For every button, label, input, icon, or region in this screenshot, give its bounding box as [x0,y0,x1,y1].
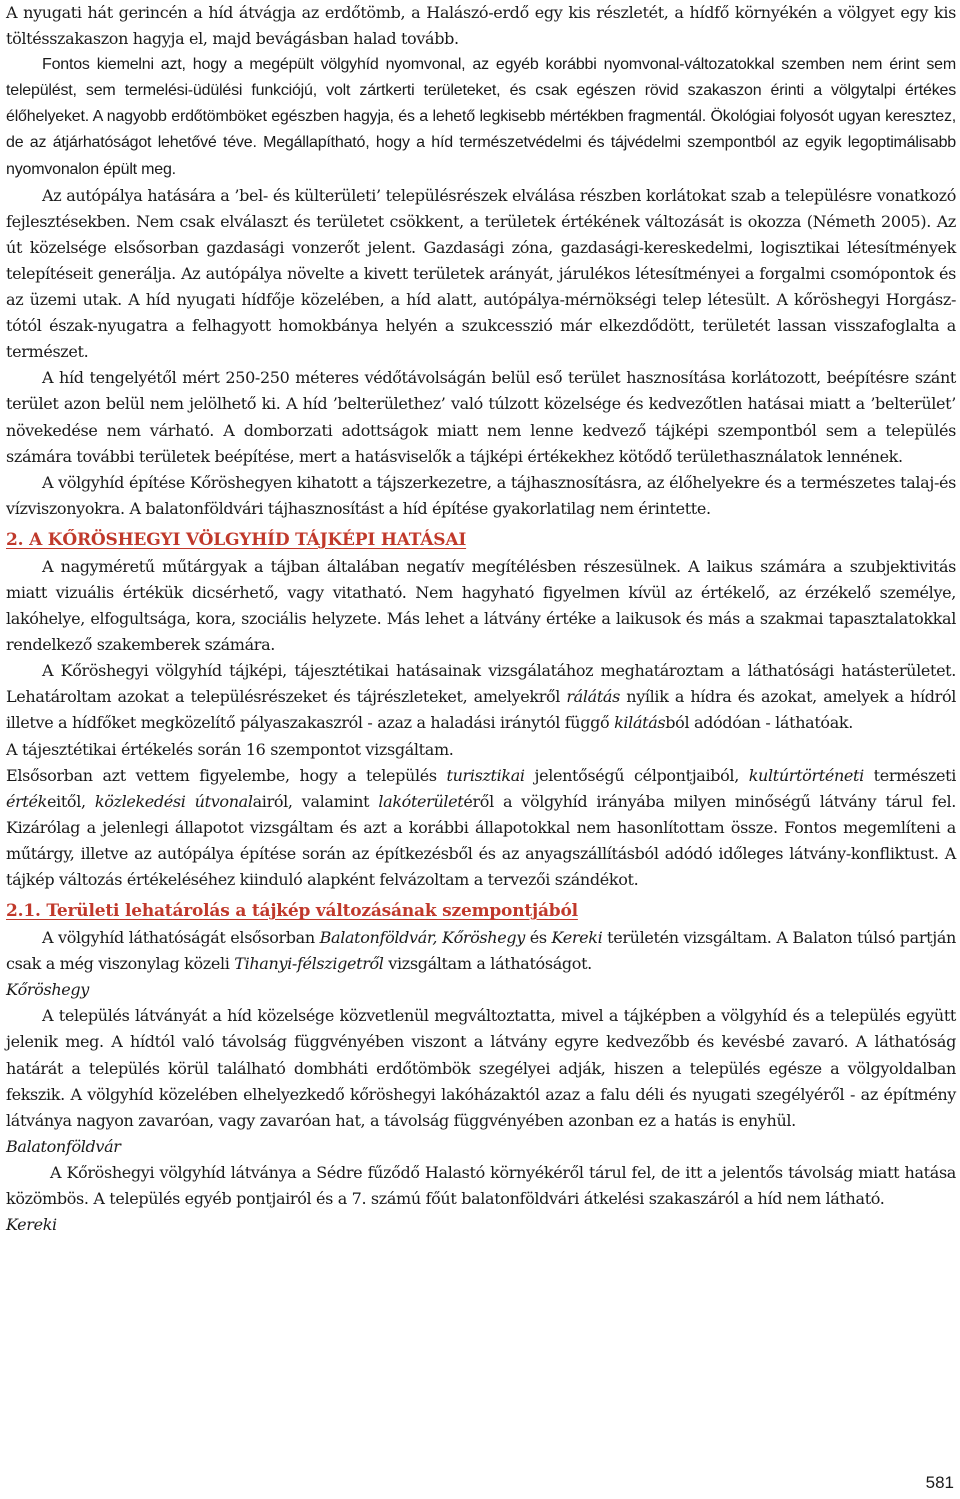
place-subheading-balatonfoldvar: Balatonföldvár [6,1136,121,1156]
subsection-heading: 2.1. Területi lehatárolás a tájkép változásának szempontjából [6,901,578,922]
italic-term: lakóterület [378,791,464,811]
italic-term: érték [6,791,47,811]
paragraph-11: A település látványát a híd közelsége közvetlenül megváltoztatta, mivel a tájképben a völgyhíd és a település együtt jelenik meg. A hídtól való távolság függvényében viszont a látvány egyre kedvezőbb és kevésbé zavaró. A láthatóság határát a település körül található dombháti erdőtömbök szegélyei adják, hiszen a település egésze a völgyoldalban fekszik. A völgyhíd közelében elhelyezkedő kőröshegyi lakóházaktól azaz a falu déli és nyugati szegélyéről - az építmény látványa nagyon zavaróan, vagy zavaróan hat, a távolság függvényében azonban ez a hatás is enyhül. [6,1006,956,1130]
italic-place: Balatonföldvár, Kőröshegy [319,928,525,948]
paragraph-4: A híd tengelyétől mért 250-250 méteres védőtávolságán belül eső terület hasznosítása korlátozott, beépítésre szánt terület azon belül nem jelölhető ki. A híd ’belterülethez’ való túlzott közelsége és kedvezőtlen hatásai miatt a ’belterület’ növekedése nem várható. A domborzati adottságok miatt nem lenne kedvező tájképi szempontból sem a település számára további területek beépítése, mert a hatásviselők a tájképi értékekhez kötődő területhasználatok lennének. [6,368,956,466]
document-page [6,0,956,1238]
italic-term: közlekedési útvonal [94,791,253,811]
italic-term: rálátás [566,687,620,707]
paragraph-8: A tájesztétikai értékelés során 16 szempontot vizsgáltam. [6,739,454,759]
place-subheading-koroshegy: Kőröshegy [6,980,89,1000]
page-number: 581 [925,1473,954,1492]
paragraph-6: A nagyméretű műtárgyak a tájban általában negatív megítélésben részesülnek. A laikus számára a szubjektivitás miatt vizuális értékük dicsérhető, vagy vitatható. Nem hagyható figyelmen kívül az értékelő, az érzékelő személye, lakóhelye, elfogultsága, kora, szociális helyzete. Más lehet a látvány értéke a laikusok és más a szakmai tapasztalatokkal rendelkező szakemberek számára. [6,556,956,655]
paragraph-1: A nyugati hát gerincén a híd átvágja az erdőtömb, a Halászó-erdő egy kis részletét, a hídfő környékén a völgyet egy kis töltésszakaszon hagyja el, majd bevágásban halad tovább. [6,3,956,49]
paragraph-12: A Kőröshegyi völgyhíd látványa a Sédre fűződő Halastó környékéről tárul fel, de itt a jelentős távolság miatt hatása közömbös. A település egyéb pontjairól és a 7. számú főút balatonföldvári átkelési szakaszáról a híd nem látható. [6,1162,956,1209]
paragraph-5: A völgyhíd építése Kőröshegyen kihatott a tájszerkezetre, a tájhasznosításra, az élőhelyekre és a természetes talaj-és vízviszonyokra. A balatonföldvári tájhasznosítást a híd építése gyakorlatilag nem érintette. [6,472,956,518]
paragraph-2: Fontos kiemelni azt, hogy a megépült völgyhíd nyomvonal, az egyéb korábbi nyomvonal-változatokkal szemben nem érint sem települést, sem termelési-üdülési funkciójú, volt zártkerti területeket, és csak egészen rövid szakaszon érinti a völgytalpi értékes élőhelyeket. A nagyobb erdőtömböket egészben hagyja, és a lehető legkisebb mértékben fragmentál. Ökológiai folyosót ugyan keresztez, de az átjárhatóságot lehetővé téve. Megállapítható, hogy a híd természetvédelmi és tájvédelmi szempontból az egyik legoptimálisabb nyomvonalon épült meg. [6,56,956,178]
paragraph-9: Elsősorban azt vettem figyelembe, hogy a település turisztikai jelentőségű célpontjaiból, kultúrtörténeti természeti értékeitől, közlekedési útvonalairól, valamint lakóterületéről a völgyhíd irányába milyen minőségű látvány tárul fel. Kizárólag a jelenlegi állapotot vizsgáltam és azt a korábbi állapotokkal nem hasonlítottam össze. Fontos megemlíteni a műtárgy, illetve az autópálya építése során az építkezésből és az anyagszállításból adódó időleges látvány-konfliktust. A tájkép változás értékeléséhez kiinduló alapként felvázoltam a tervezői szándékot. [6,765,956,889]
place-subheading-kereki: Kereki [6,1215,57,1235]
italic-place: Kereki [551,928,603,948]
italic-term: turisztikai [446,765,525,785]
italic-term: kilátás [614,713,666,733]
paragraph-3: Az autópálya hatására a ’bel- és külterületi’ településrészek elválása részben korlátokat szab a településre vonatkozó fejlesztésekben. Nem csak elválaszt és területet csökkent, a területek értékének változását is okozza (Németh 2005). Az út közelsége elsősorban gazdasági vonzerőt jelent. Gazdasági zóna, gazdasági-kereskedelmi, logisztikai létesítmények telepítéseit generálja. Az autópálya növelte a kivett területek arányát, járulékos létesítményei a forgalmi csomópontok és az üzemi utak. A híd nyugati hídfője közelében, a híd alatt, autópálya-mérnökségi telep létesült. A kőröshegyi Horgász-tótól észak-nyugatra a felhagyott homokbánya helyén a szukcesszió már elkezdődött, területét lassan visszafoglalta a természet. [6,185,956,362]
paragraph-10: A völgyhíd láthatóságát elsősorban Balatonföldvár, Kőröshegy és Kereki területén vizsgáltam. A Balaton túlsó partján csak a még viszonylag közeli Tihanyi-félszigetről vizsgáltam a láthatóságot. [6,928,956,974]
paragraph-7: A Kőröshegyi völgyhíd tájképi, tájesztétikai hatásainak vizsgálatához meghatároztam a láthatósági hatásterületet. Lehatároltam azokat a településrészeket és tájrészleteket, amelyekről rálátás nyílik a hídra és azokat, amelyek a hídról illetve a hídfőket megközelítő pályaszakaszról - azaz a haladási iránytól függő kilátásból adódóan - láthatóak. [6,661,956,733]
section-heading: 2. A KŐRÖSHEGYI VÖLGYHÍD TÁJKÉPI HATÁSAI [6,529,467,550]
italic-place: Tihanyi-félszigetről [234,954,384,974]
italic-term: kultúrtörténeti [748,765,864,785]
